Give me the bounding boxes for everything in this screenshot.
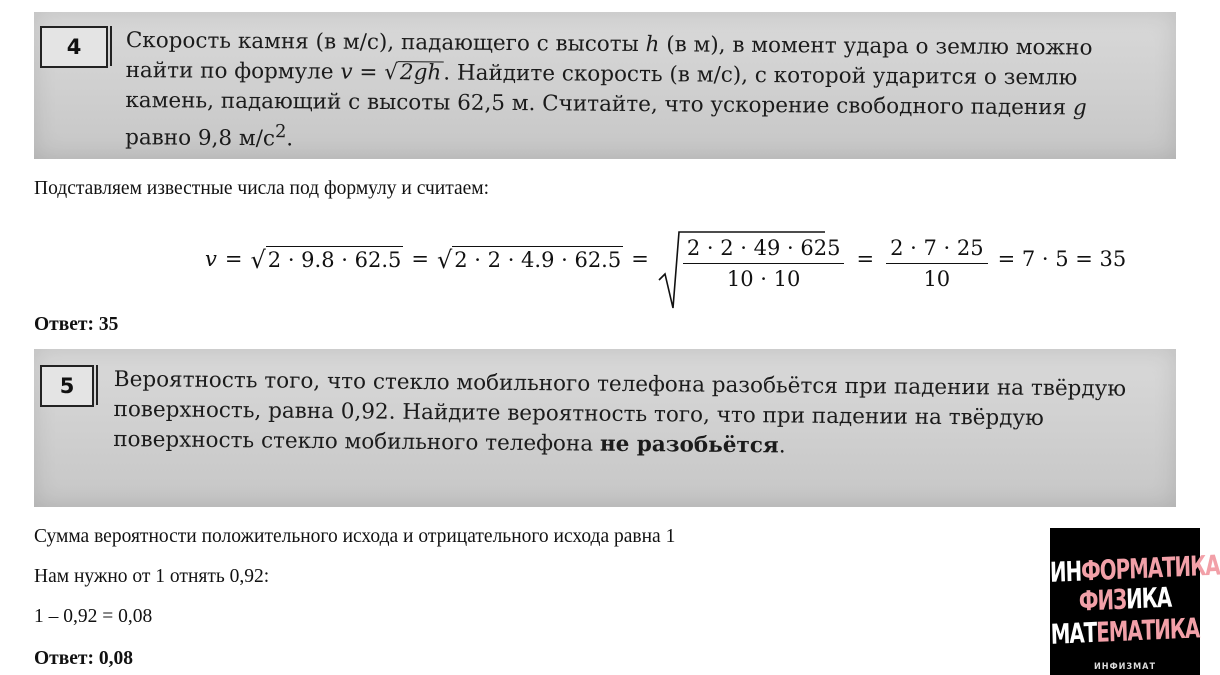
- superscript-2: 2: [274, 121, 287, 143]
- fraction-1-numerator: 2 · 2 · 49 · 625: [683, 236, 845, 264]
- solution-5-line-1: Сумма вероятности положительного исхода и отрицательного исхода равна 1: [34, 526, 676, 547]
- badge-divider: [96, 365, 98, 405]
- solution-5-line-2: Нам нужно от 1 отнять 0,92:: [34, 566, 270, 587]
- task-5-card: [34, 349, 1176, 507]
- logo-line-1-a: ИН: [1049, 556, 1082, 590]
- logo-line-1-b: ФОРМАТИКА: [1080, 550, 1220, 589]
- fraction-2-numerator: 2 · 7 · 25: [886, 236, 988, 264]
- task-number: 4: [66, 35, 82, 59]
- task-4-line-4-end: .: [286, 126, 294, 152]
- logo-line-3-b: ЕМАТИКА: [1095, 613, 1200, 650]
- badge-divider: [110, 26, 112, 66]
- formula-eq-3: =: [631, 247, 649, 271]
- answer-5: Ответ: 0,08: [34, 648, 134, 669]
- task-4-card: [34, 12, 1176, 159]
- logo-line-3-a: МАТ: [1050, 618, 1097, 652]
- radical-1: [250, 246, 403, 272]
- task-5-line-3: поверхность стекло мобильного телефона: [113, 426, 601, 457]
- radical-2: [437, 246, 623, 272]
- task-4-line-4: равно 9,8 м/с: [125, 125, 276, 152]
- radical-1-content: 2 · 9.8 · 62.5: [267, 248, 402, 272]
- radical-sign: √: [250, 246, 266, 274]
- task-number-badge: [40, 365, 94, 407]
- solution-4-formula: [205, 214, 1126, 304]
- logo-line-2-b: ИКА: [1125, 582, 1172, 617]
- task-5-line-2: поверхность, равна 0,92. Найдите вероятность того, что при падении на твёрдую: [113, 396, 1044, 431]
- big-radical: [657, 228, 849, 291]
- logo-line-3: [1050, 614, 1201, 652]
- task-4-line-2b: . Найдите скорость (в м/с), с которой ударится о землю: [443, 60, 1078, 91]
- fraction-1-denominator: 10 · 10: [726, 266, 801, 291]
- var-h: h: [645, 32, 660, 58]
- task-5-line-3-end: .: [778, 433, 786, 459]
- radical-sign: √: [436, 246, 453, 274]
- task-4-line-1b: (в м), в момент удара о землю можно: [659, 32, 1093, 61]
- sqrt-argument: 2gh: [399, 60, 442, 86]
- task-4-line-1: Скорость камня (в м/с), падающего с высоты: [125, 27, 646, 58]
- big-radical-sign: [657, 228, 827, 312]
- task-5-line-1: Вероятность того, что стекло мобильного телефона разобьётся при падении на твёрдую: [113, 366, 1127, 402]
- solution-5-line-3: 1 – 0,92 = 0,08: [34, 606, 153, 627]
- infizmat-logo: [1049, 528, 1220, 675]
- formula-eq-1: =: [224, 247, 243, 271]
- formula-result: = 7 · 5 = 35: [997, 247, 1127, 271]
- task-number: 5: [59, 374, 75, 398]
- var-v: v: [340, 59, 353, 85]
- formula-eq-4: =: [856, 247, 875, 271]
- answer-4: Ответ: 35: [34, 314, 119, 335]
- task-4-line-2a: найти по формуле: [125, 57, 341, 85]
- solution-4-intro: Подставляем известные числа под формулу и считаем:: [34, 178, 490, 199]
- task-number-badge: [40, 26, 108, 68]
- radical-2-content: 2 · 2 · 4.9 · 62.5: [454, 248, 622, 272]
- task-4-line-3: камень, падающий с высоты 62,5 м. Считайте, что ускорение свободного падения: [125, 87, 1073, 121]
- fraction-2: [886, 236, 988, 291]
- formula-v: v: [205, 247, 217, 271]
- sqrt-symbol: √: [384, 60, 399, 86]
- task-5-text: [113, 365, 1164, 465]
- task-5-emphasis: не разобьётся: [599, 431, 779, 459]
- task-4-text: [125, 26, 1166, 161]
- fraction-2-denominator: 10: [923, 266, 951, 291]
- equals-sign: =: [352, 59, 385, 86]
- logo-line-2-a: ФИЗ: [1078, 584, 1127, 619]
- formula-eq-2: =: [411, 247, 429, 271]
- logo-footer: ИНФИЗМАТ: [1094, 662, 1156, 672]
- var-g: g: [1072, 95, 1087, 121]
